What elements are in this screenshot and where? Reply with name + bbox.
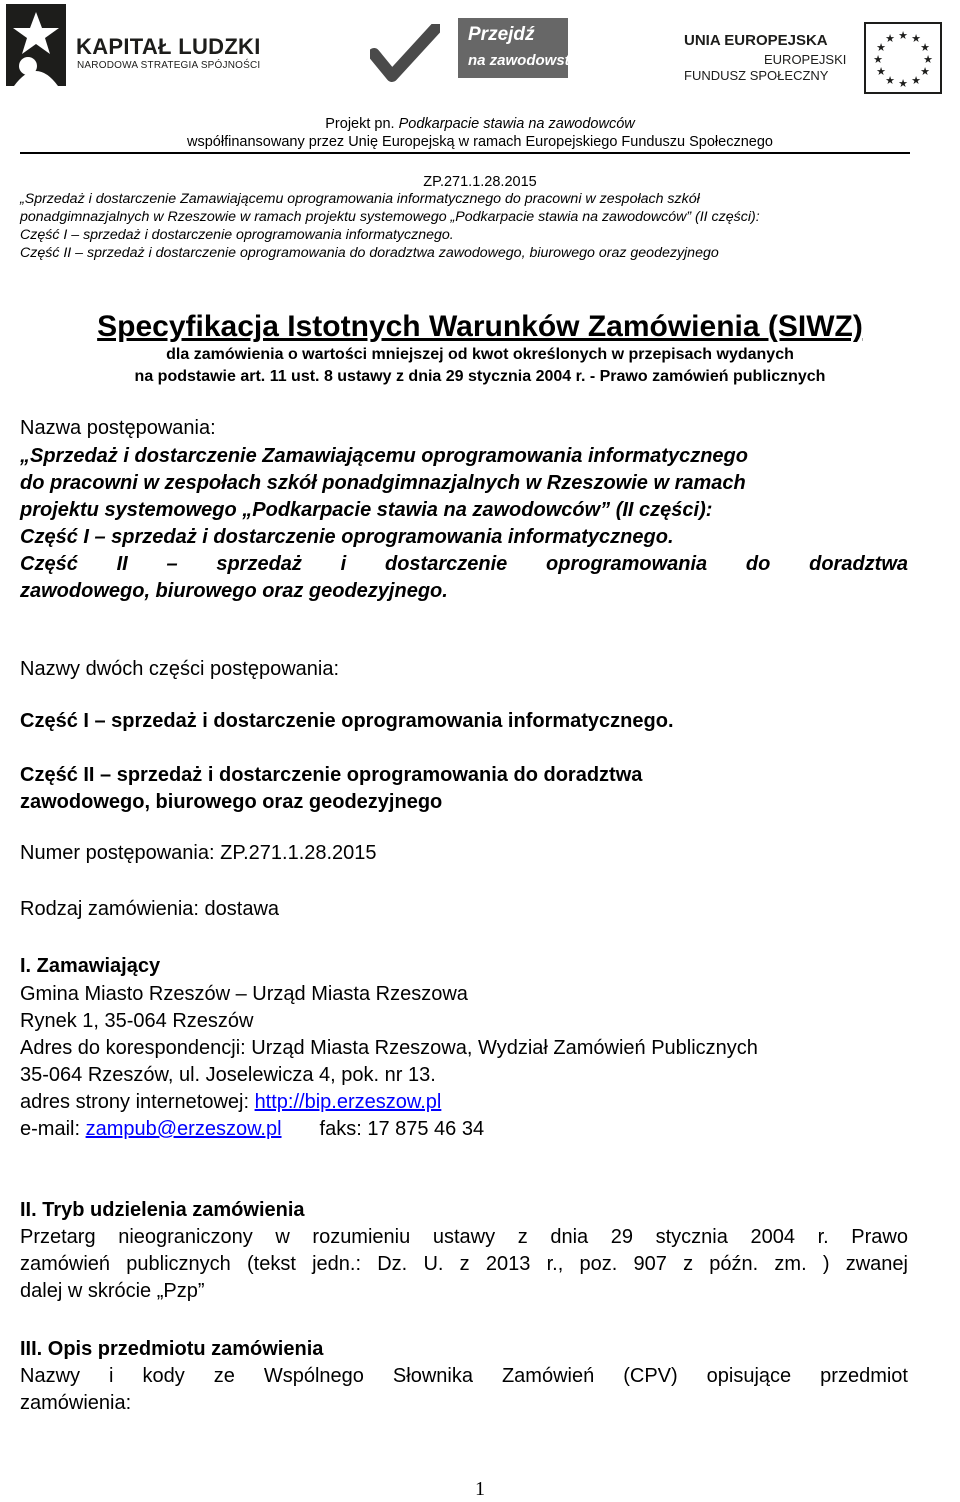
section-2-line-1: Przetarg nieograniczony w rozumieniu ustawy z dnia 29 stycznia 2004 r. Prawo [20, 1226, 908, 1248]
part-2-line-2: zawodowego, biurowego oraz geodezyjnego [20, 791, 443, 813]
svg-text:★: ★ [911, 32, 921, 45]
svg-text:★: ★ [885, 74, 895, 87]
przejdz-title: Przejdź [468, 24, 535, 45]
svg-text:★: ★ [923, 53, 933, 66]
kapital-ludzki-emblem-icon [6, 4, 66, 86]
contracting-authority-address: Rynek 1, 35-064 Rzeszów [20, 1010, 254, 1032]
przejdz-box [458, 18, 591, 78]
email-link[interactable]: zampub@erzeszow.pl [85, 1118, 282, 1140]
procedure-name-line-6: zawodowego, biurowego oraz geodezyjnego. [20, 580, 448, 602]
email-label: e-mail: [20, 1118, 86, 1140]
eu-flag-icon [864, 22, 942, 94]
svg-text:★: ★ [898, 77, 908, 90]
parts-label: Nazwy dwóch części postępowania: [20, 658, 340, 680]
svg-text:★: ★ [911, 74, 921, 87]
project-line [0, 116, 960, 132]
header-desc-line-2: ponadgimnazjalnych w Rzeszowie w ramach projektu systemowego „Podkarpacie stawia na zawodowców” (II części): [20, 209, 760, 225]
header-divider [20, 152, 910, 154]
contracting-authority-name: Gmina Miasto Rzeszów – Urząd Miasta Rzeszowa [20, 983, 468, 1005]
section-1-heading: I. Zamawiający [20, 955, 161, 977]
subtitle-line-2: na podstawie art. 11 ust. 8 ustawy z dnia 29 stycznia 2004 r. - Prawo zamówień publicznych [134, 368, 826, 385]
header-desc-line-3: Część I – sprzedaż i dostarczenie oprogramowania informatycznego. [20, 227, 454, 243]
project-prefix: Projekt pn. [325, 116, 399, 132]
eu-logo [684, 26, 944, 96]
order-type: Rodzaj zamówienia: dostawa [20, 898, 280, 920]
section-3-heading: III. Opis przedmiotu zamówienia [20, 1338, 324, 1360]
section-3-line-1: Nazwy i kody ze Wspólnego Słownika Zamówień (CPV) opisujące przedmiot [20, 1365, 908, 1387]
website-line [20, 1089, 441, 1116]
page-title [0, 310, 960, 344]
svg-text:★: ★ [876, 41, 886, 54]
kapital-ludzki-title: KAPITAŁ LUDZKI [76, 34, 261, 59]
svg-text:★: ★ [898, 29, 908, 42]
header-desc-line-4: Część II – sprzedaż i dostarczenie oprogramowania do doradztwa zawodowego, biurowego oraz geodezyjnego [20, 245, 719, 261]
przejdz-logo [370, 10, 591, 90]
svg-text:★: ★ [873, 53, 883, 66]
procedure-number: Numer postępowania: ZP.271.1.28.2015 [20, 842, 377, 864]
project-name: Podkarpacie stawia na zawodowców [398, 116, 635, 132]
page-title-text: Specyfikacja Istotnych Warunków Zamówienia (SIWZ) [97, 310, 863, 343]
page-number: 1 [475, 1478, 485, 1500]
svg-text:★: ★ [876, 65, 886, 78]
svg-text:★: ★ [920, 41, 930, 54]
header-desc-line-1: „Sprzedaż i dostarczenie Zamawiającemu oprogramowania informatycznego do pracowni w zespołach szkół [20, 191, 700, 207]
website-link[interactable]: http://bip.erzeszow.pl [254, 1091, 442, 1113]
przejdz-subtitle: na zawodowstwo [468, 52, 591, 69]
part-1: Część I – sprzedaż i dostarczenie oprogramowania informatycznego. [20, 710, 674, 732]
svg-text:★: ★ [920, 65, 930, 78]
subtitle-line-1: dla zamówienia o wartości mniejszej od kwot określonych w przepisach wydanych [166, 346, 794, 363]
correspondence-address: Adres do korespondencji: Urząd Miasta Rzeszowa, Wydział Zamówień Publicznych [20, 1037, 758, 1059]
kapital-ludzki-logo [6, 4, 261, 92]
eu-subtitle-2: FUNDUSZ SPOŁECZNY [684, 68, 829, 83]
eu-subtitle-1: EUROPEJSKI [764, 52, 847, 67]
procedure-name-label: Nazwa postępowania: [20, 417, 216, 439]
svg-text:★: ★ [885, 32, 895, 45]
reference-number: ZP.271.1.28.2015 [423, 174, 537, 190]
checkmark-icon [370, 24, 440, 84]
cofinancing-line: współfinansowany przez Unię Europejską w ramach Europejskiego Funduszu Społecznego [187, 134, 773, 150]
eu-title: UNIA EUROPEJSKA [684, 32, 828, 49]
email-line [20, 1116, 484, 1143]
section-2-line-3: dalej w skrócie „Pzp” [20, 1280, 205, 1302]
procedure-name-line-2: do pracowni w zespołach szkół ponadgimnazjalnych w Rzeszowie w ramach [20, 472, 746, 494]
section-2-line-2: zamówień publicznych (tekst jedn.: Dz. U. z 2013 r., poz. 907 z późn. zm. ) zwanej [20, 1253, 908, 1275]
website-label: adres strony internetowej: [20, 1091, 255, 1113]
procedure-name-line-5: Część II – sprzedaż i dostarczenie oprogramowania do doradztwa [20, 553, 908, 575]
kapital-ludzki-subtitle: NARODOWA STRATEGIA SPÓJNOŚCI [77, 60, 261, 71]
part-2-line-1: Część II – sprzedaż i dostarczenie oprogramowania do doradztwa [20, 764, 643, 786]
procedure-name-line-3: projektu systemowego „Podkarpacie stawia na zawodowców” (II części): [20, 499, 713, 521]
fax-number: faks: 17 875 46 34 [319, 1118, 485, 1140]
correspondence-street: 35-064 Rzeszów, ul. Joselewicza 4, pok. nr 13. [20, 1064, 436, 1086]
section-2-heading: II. Tryb udzielenia zamówienia [20, 1199, 305, 1221]
procedure-name-line-4: Część I – sprzedaż i dostarczenie oprogramowania informatycznego. [20, 526, 674, 548]
section-3-line-2: zamówienia: [20, 1392, 132, 1414]
procedure-name-line-1: „Sprzedaż i dostarczenie Zamawiającemu oprogramowania informatycznego [20, 445, 748, 467]
